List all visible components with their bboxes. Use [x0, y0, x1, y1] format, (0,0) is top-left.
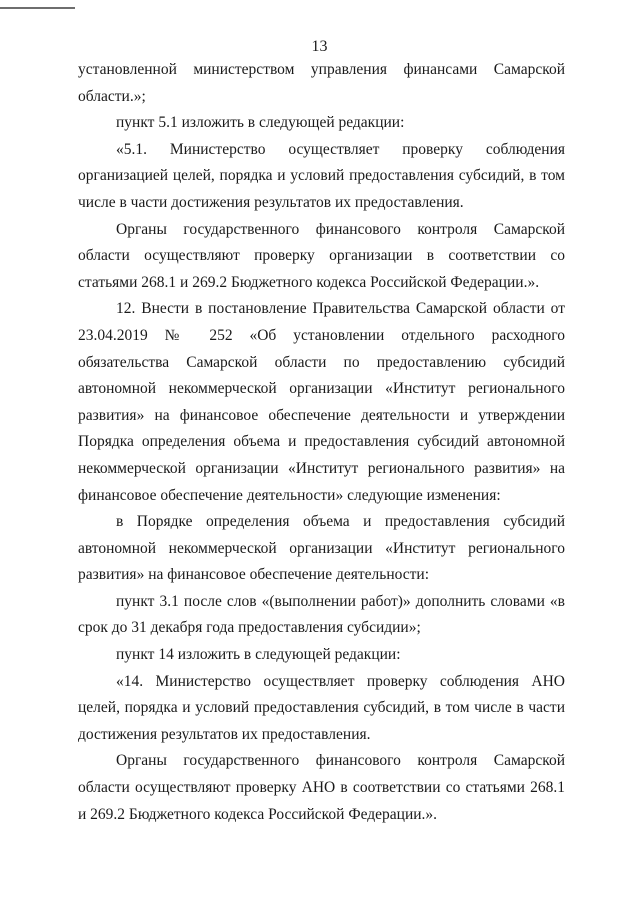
paragraph-amend-14-intro: пункт 14 изложить в следующей редакции:: [116, 646, 401, 664]
paragraph-amend-5-1-intro: пункт 5.1 изложить в следующей редакции:: [116, 114, 405, 132]
paragraph-continuation: установленной министерством управления финансами Самарской области.»;: [78, 61, 565, 105]
paragraph-clause-14: «14. Министерство осуществляет проверку соблюдения АНО целей, порядка и условий предоставления субсидий, в том числе в части достижения результатов их предоставления.: [78, 672, 565, 743]
page-number: 13: [311, 38, 328, 55]
paragraph-order-changes: в Порядке определения объема и предоставления субсидий автономной некоммерческой организации «Институт регионального развития» на финансовое обеспечение деятельности:: [78, 513, 565, 584]
paragraph-item-12: 12. Внести в постановление Правительства Самарской области от 23.04.2019 № 252 «Об установлении отдельного расходного обязательства Самарской области по предоставлению субсидий автономной некоммерческой организации «Институт регионального развития» на финансовое обеспечение деятельности и утверждении Порядка определения объема и предоставления субсидий автономной некоммерческой организации «Институт регионального развития» на финансовое обеспечение деятельности» следующие изменения:: [78, 300, 565, 504]
paragraph-amend-3-1: пункт 3.1 после слов «(выполнении работ)» дополнить словами «в срок до 31 декабря года предоставления субсидии»;: [78, 592, 565, 637]
scan-edge-mark: [0, 7, 75, 9]
paragraph-financial-control-2: Органы государственного финансового контроля Самарской области осуществляют проверку АНО в соответствии со статьями 268.1 и 269.2 Бюджетного кодекса Российской Федерации.».: [78, 752, 565, 823]
paragraph-financial-control-1: Органы государственного финансового контроля Самарской области осуществляют проверку организации в соответствии со статьями 268.1 и 269.2 Бюджетного кодекса Российской Федерации.».: [78, 220, 565, 291]
paragraph-clause-5-1: «5.1. Министерство осуществляет проверку соблюдения организацией целей, порядка и условий предоставления субсидий, в том числе в части достижения результатов их предоставления.: [78, 140, 565, 211]
document-body: [78, 57, 565, 828]
